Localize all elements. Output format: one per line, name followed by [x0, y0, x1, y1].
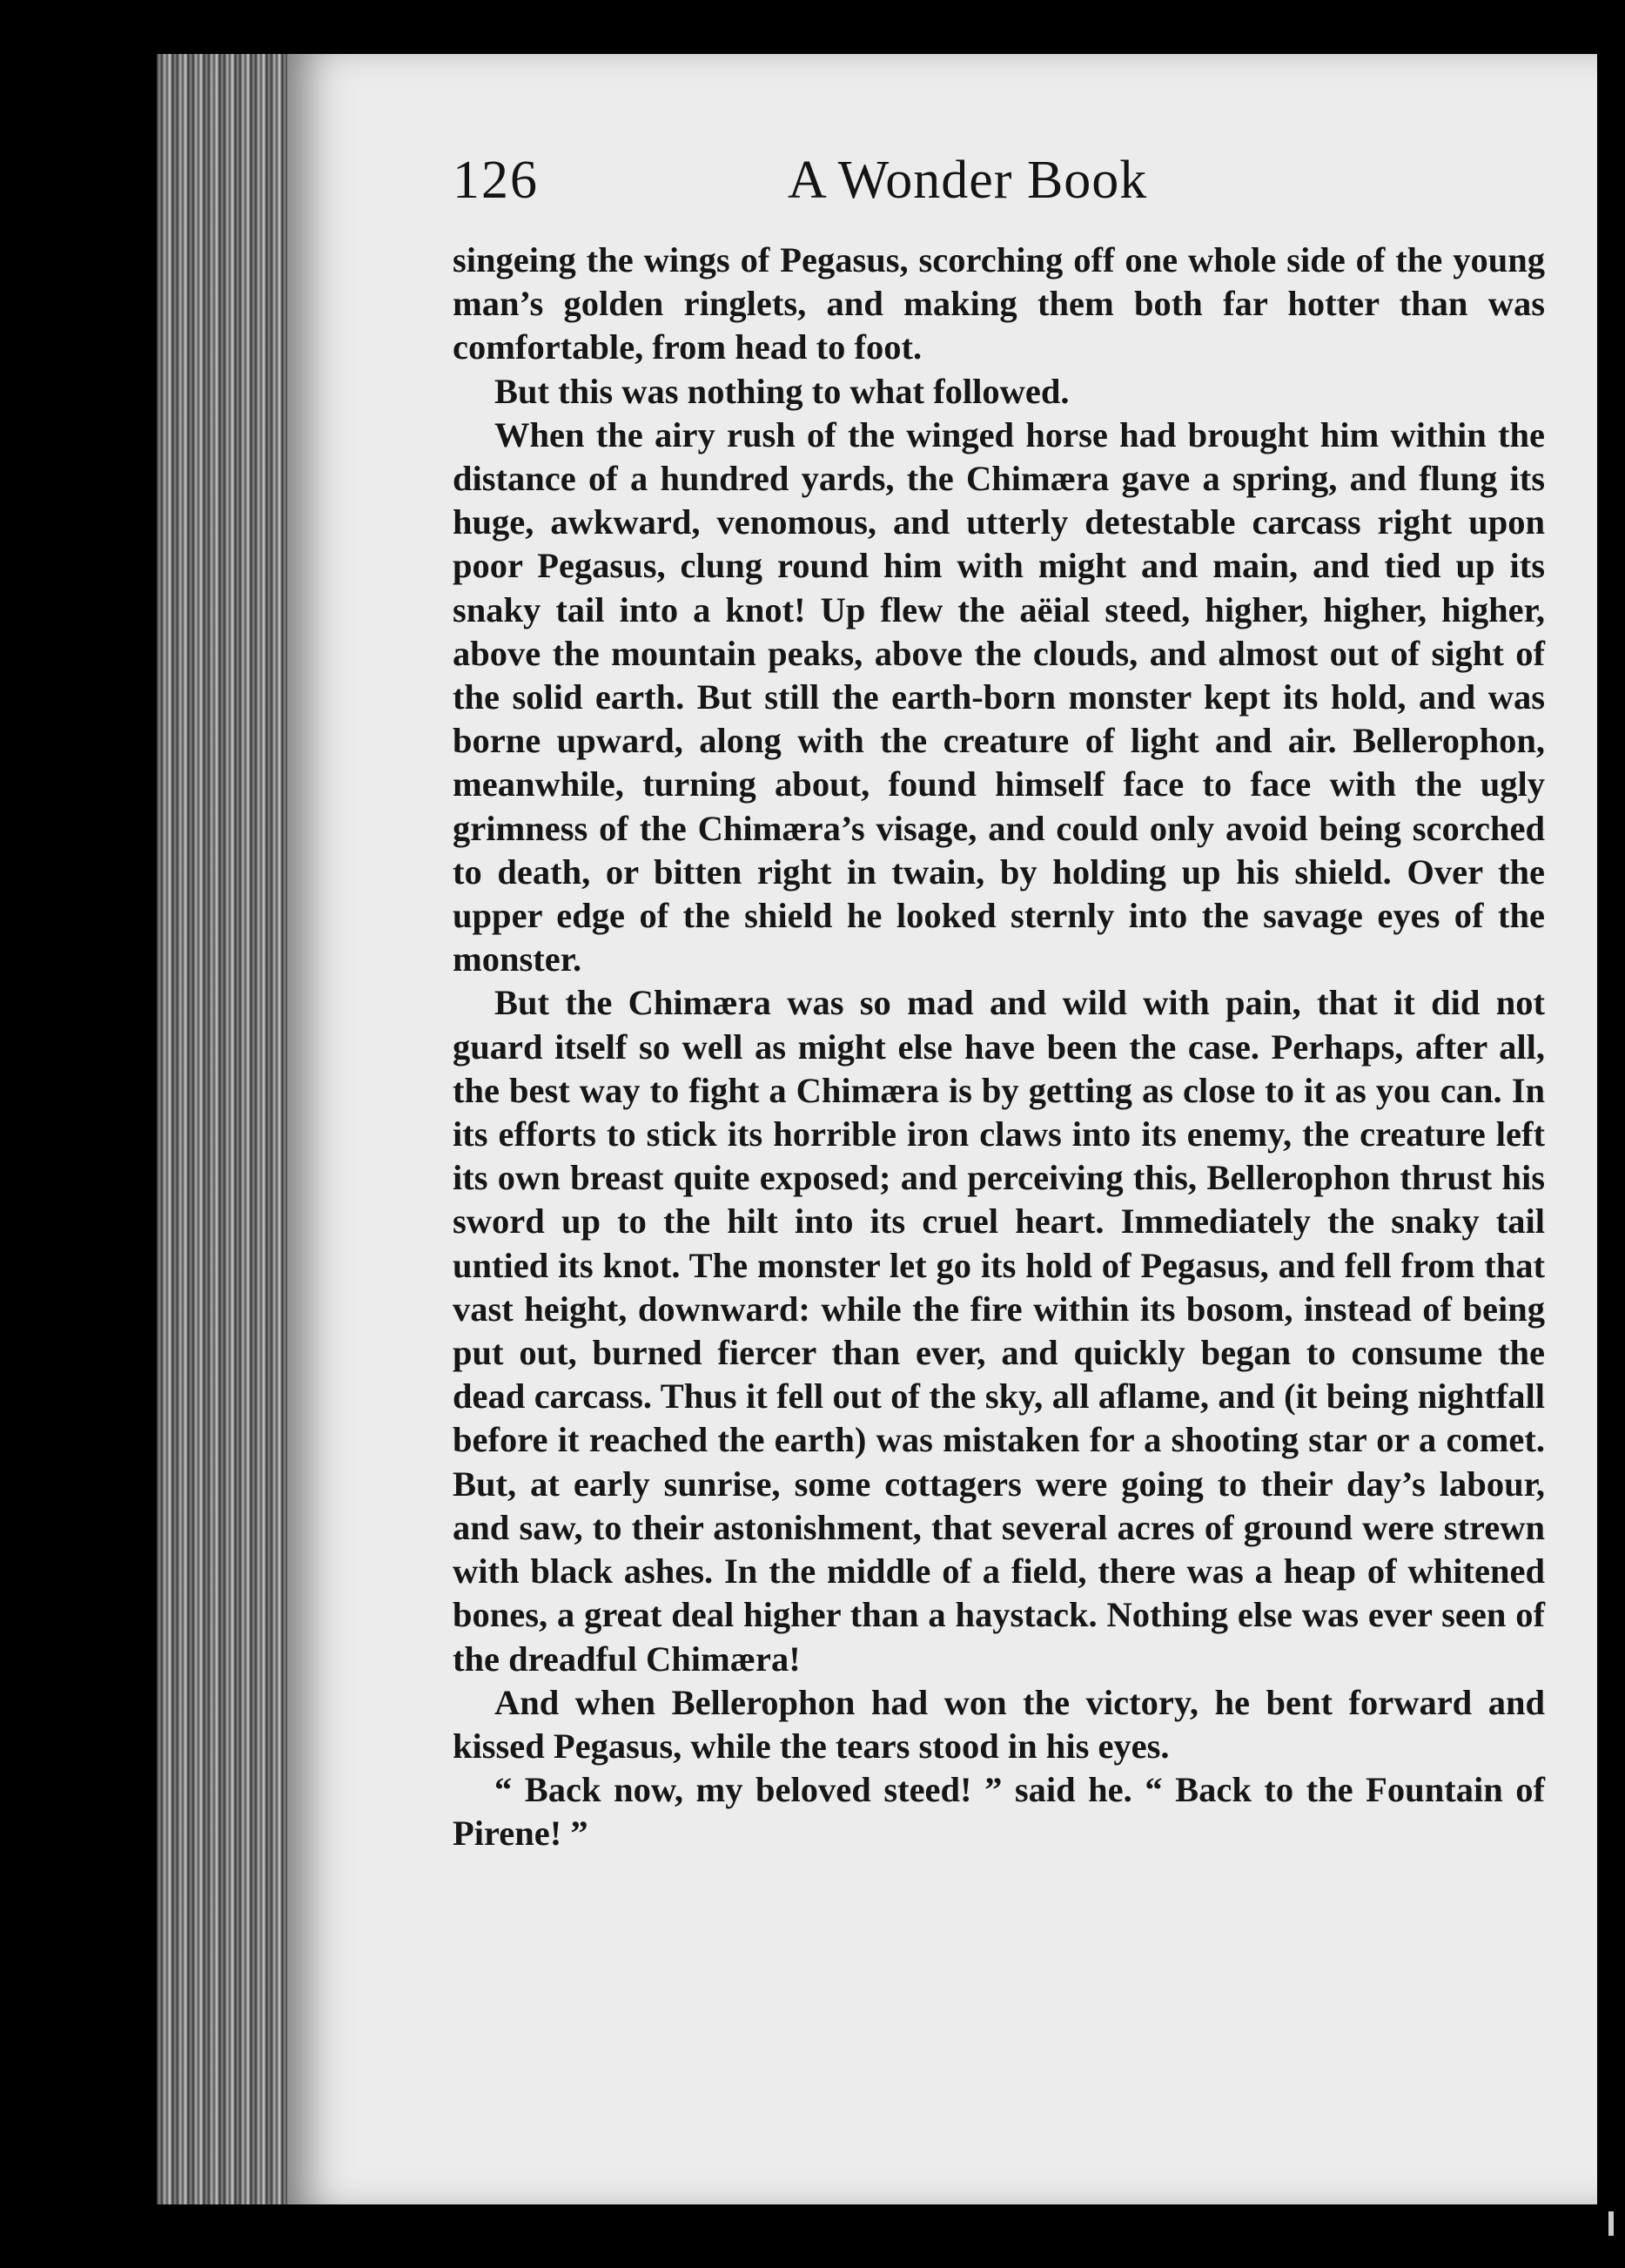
book-page — [287, 54, 1597, 2204]
paragraph: And when Bellerophon had won the victory, he bent forward and kissed Pegasus, while the tears stood in his eyes. — [453, 1682, 1545, 1766]
body-text — [453, 239, 1545, 1856]
book-page-edges — [157, 54, 296, 2204]
running-head: A Wonder Book — [788, 151, 1148, 210]
paragraph: When the airy rush of the winged horse had brought him within the distance of a hundred yards, the Chimæra gave a spring, and flung its huge, awkward, venomous, and utterly detestable carcass right upon poor Pegasus, clung round him with might and main, and tied up its snaky tail into a knot! Up flew the aëial steed, higher, higher, higher, above the mountain peaks, above the clouds, and almost out of sight of the solid earth. But still the earth-born monster kept its hold, and was borne upward, along with the creature of light and air. Bellerophon, meanwhile, turning about, found himself face to face with the ugly grimness of the Chimæra’s visage, and could only avoid being scorched to death, or bitten right in twain, by holding up his shield. Over the upper edge of the shield he looked sternly into the savage eyes of the monster. — [453, 414, 1545, 979]
page-number: 126 — [453, 151, 539, 210]
paragraph: singeing the wings of Pegasus, scorching off one whole side of the young man’s golden ringlets, and making them both far hotter than was comfortable, from head to foot. — [453, 240, 1545, 367]
page-header — [453, 150, 1558, 228]
paragraph: But this was nothing to what followed. — [494, 371, 1070, 411]
scan-artifact — [1608, 2211, 1614, 2236]
paragraph: But the Chimæra was so mad and wild with pain, that it did not guard itself so well as might else have been the case. Perhaps, after all, the best way to fight a Chimæra is by getting as close to it as you can. In its efforts to stick its horrible iron claws into its enemy, the creature left its own breast quite exposed; and perceiving this, Bellerophon thrust his sword up to the hilt into its cruel heart. Immediately the snaky tail untied its knot. The monster let go its hold of Pegasus, and fell from that vast height, downward: while the fire within its bosom, instead of being put out, burned fiercer than ever, and quickly began to consume the dead carcass. Thus it fell out of the sky, all aflame, and (it being nightfall before it reached the earth) was mistaken for a shooting star or a comet. But, at early sunrise, some cottagers were going to their day’s labour, and saw, to their astonishment, that several acres of ground were strewn with black ashes. In the middle of a field, there was a heap of whitened bones, a great deal higher than a haystack. Nothing else was ever seen of the dreadful Chimæra! — [453, 983, 1545, 1679]
paragraph: “ Back now, my beloved steed! ” said he. “ Back to the Fountain of Pirene! ” — [453, 1770, 1545, 1854]
